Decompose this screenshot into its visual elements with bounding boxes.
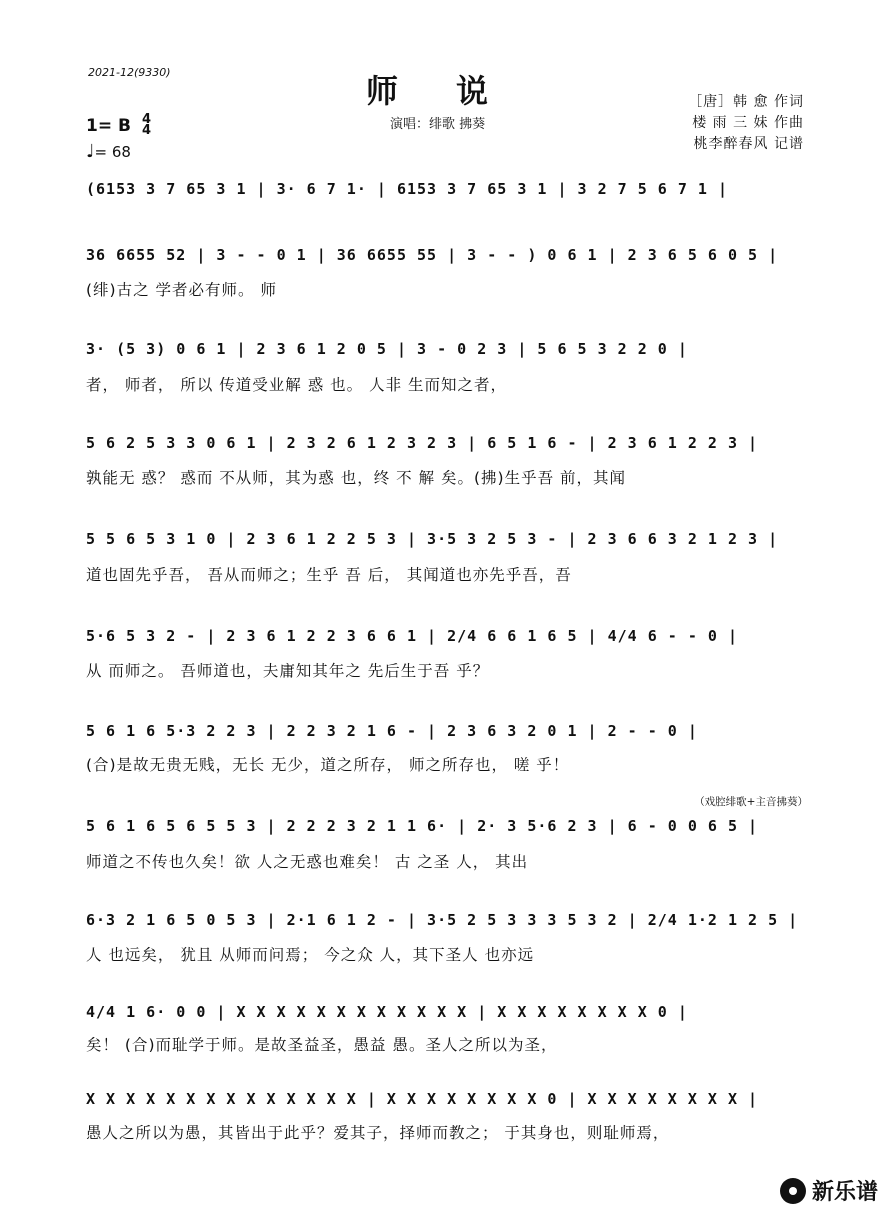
- notation-line-2: 36 6655 52 | 3 - - 0 1 | 36 6655 55 | 3 - - ) 0 6 1 | 2 3 6 5 6 0 5 |: [86, 246, 779, 264]
- vocal-annotation: （戏腔绯歌+主音拂葵）: [694, 796, 808, 808]
- score-code: 2021-12(9330): [88, 66, 171, 79]
- notation-line-6: 5·6 5 3 2 - | 2 3 6 1 2 2 3 6 6 1 | 2/4 6 6 1 6 5 | 4/4 6 - - 0 |: [86, 627, 738, 645]
- lyric-line-8: 师道之不传也久矣！欲 人之无惑也难矣！ 古 之圣 人， 其出: [86, 853, 529, 871]
- notation-line-10: 4/4 1 6· 0 0 | X X X X X X X X X X X X | X X X X X X X X 0 |: [86, 1003, 688, 1021]
- credit-composer: 楼 雨 三 妹 作曲: [692, 115, 804, 131]
- notation-line-9: 6·3 2 1 6 5 0 5 3 | 2·1 6 1 2 - | 3·5 2 5 3 3 3 5 3 2 | 2/4 1·2 1 2 5 |: [86, 911, 799, 929]
- site-logo-text: 新乐谱: [811, 1180, 878, 1205]
- tempo: [86, 141, 131, 162]
- notation-line-4: 5 6 2 5 3 3 0 6 1 | 2 3 2 6 1 2 3 2 3 | 6 5 1 6 - | 2 3 6 1 2 2 3 |: [86, 434, 759, 452]
- lyric-line-7: (合)是故无贵无贱，无长 无少，道之所存， 师之所存也， 嗟 乎！: [86, 756, 570, 774]
- notation-line-5: 5 5 6 5 3 1 0 | 2 3 6 1 2 2 5 3 | 3·5 3 2 5 3 - | 2 3 6 6 3 2 1 2 3 |: [86, 530, 779, 548]
- lyric-line-5: 道也固先乎吾， 吾从而师之；生乎 吾 后， 其闻道也亦先乎吾，吾: [86, 566, 572, 584]
- lyric-line-10: 矣！ (合)而耻学于师。是故圣益圣，愚益 愚。圣人之所以为圣，: [86, 1036, 558, 1054]
- vinyl-disc-icon: [780, 1178, 806, 1204]
- lyric-line-9: 人 也远矣， 犹且 从师而问焉； 今之众 人，其下圣人 也亦远: [86, 946, 535, 964]
- time-signature: [142, 114, 151, 136]
- singers: 演唱：绯歌 拂葵: [390, 117, 486, 132]
- credit-lyricist: ［唐］韩 愈 作词: [688, 94, 804, 110]
- lyric-line-11: 愚人之所以为愚，其皆出于此乎？爱其子，择师而教之； 于其身也，则耻师焉，: [86, 1124, 670, 1142]
- notation-line-8: 5 6 1 6 5 6 5 5 3 | 2 2 2 3 2 1 1 6· | 2· 3 5·6 2 3 | 6 - 0 0 6 5 |: [86, 817, 759, 835]
- site-logo[interactable]: [780, 1175, 878, 1206]
- time-signature-bottom: 4: [142, 123, 152, 138]
- notation-line-3: 3· (5 3) 0 6 1 | 2 3 6 1 2 0 5 | 3 - 0 2 3 | 5 6 5 3 2 2 0 |: [86, 340, 688, 358]
- time-signature-top: 4: [142, 112, 152, 127]
- tempo-value: = 68: [94, 143, 131, 161]
- notation-line-1: (6153 3 7 65 3 1 | 3· 6 7 1· | 6153 3 7 65 3 1 | 3 2 7 5 6 7 1 |: [86, 180, 728, 198]
- notation-line-7: 5 6 1 6 5·3 2 2 3 | 2 2 3 2 1 6 - | 2 3 6 3 2 0 1 | 2 - - 0 |: [86, 722, 698, 740]
- lyric-line-2: (绯)古之 学者必有师。 师: [86, 281, 277, 299]
- notation-line-11: X X X X X X X X X X X X X X | X X X X X X X X 0 | X X X X X X X X |: [86, 1090, 759, 1108]
- lyric-line-4: 孰能无 惑？ 惑而 不从师，其为惑 也，终 不 解 矣。(拂)生乎吾 前，其闻: [86, 469, 627, 487]
- lyric-line-3: 者， 师者， 所以 传道受业解 惑 也。 人非 生而知之者，: [86, 376, 507, 394]
- quarter-note-icon: ♩: [86, 141, 95, 162]
- song-title: 师说: [366, 72, 547, 110]
- key-signature: 1= B: [86, 116, 131, 136]
- lyric-line-6: 从 而师之。 吾师道也，夫庸知其年之 先后生于吾 乎？: [86, 662, 490, 680]
- credit-transcriber: 桃李醉春风 记谱: [693, 136, 804, 152]
